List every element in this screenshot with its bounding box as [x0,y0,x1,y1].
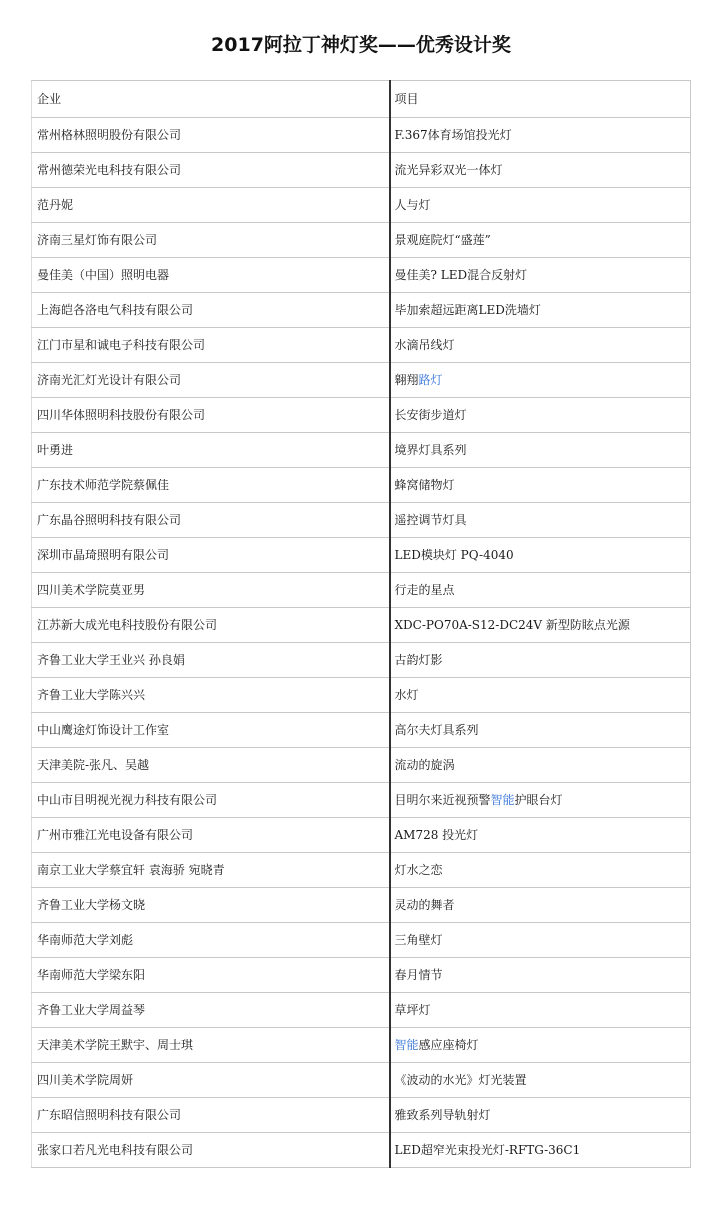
project-cell: 长安街步道灯 [390,398,691,433]
project-cell: 人与灯 [390,188,691,223]
table-row [32,328,691,363]
project-cell: 草坪灯 [390,993,691,1028]
company-cell: 曼佳美（中国）照明电器 [32,258,390,293]
company-cell: 常州德荣光电科技有限公司 [32,153,390,188]
table-row [32,1028,691,1063]
company-cell: 江门市星和诚电子科技有限公司 [32,328,390,363]
page-title: 2017阿拉丁神灯奖——优秀设计奖 [211,34,511,56]
company-cell: 四川美术学院莫亚男 [32,573,390,608]
company-cell: 中山市目明视光视力科技有限公司 [32,783,390,818]
company-cell: 叶勇进 [32,433,390,468]
project-cell: XDC-PO70A-S12-DC24V 新型防眩点光源 [390,608,691,643]
company-cell: 四川华体照明科技股份有限公司 [32,398,390,433]
table-row [32,1063,691,1098]
project-text: 翱翔 [394,373,419,387]
project-cell: 三角壁灯 [390,923,691,958]
company-cell: 广州市雅江光电设备有限公司 [32,818,390,853]
project-cell: 流动的旋涡 [390,748,691,783]
company-cell: 范丹妮 [32,188,390,223]
project-cell: 遥控调节灯具 [390,503,691,538]
company-cell: 常州格林照明股份有限公司 [32,118,390,153]
table-row [32,1133,691,1168]
company-cell: 中山鹰途灯饰设计工作室 [32,713,390,748]
table-row [32,958,691,993]
project-text: 目明尔来近视预警 [394,793,491,807]
company-cell: 深圳市晶琦照明有限公司 [32,538,390,573]
project-cell: 境界灯具系列 [390,433,691,468]
company-cell: 齐鲁工业大学王业兴 孙良娟 [32,643,390,678]
project-text: 感应座椅灯 [418,1038,479,1052]
project-cell: 雅致系列导轨射灯 [390,1098,691,1133]
project-cell: 灯水之恋 [390,853,691,888]
table-row [32,783,691,818]
company-cell: 齐鲁工业大学杨文晓 [32,888,390,923]
awards-table [31,80,691,1168]
project-text: 护眼台灯 [514,793,563,807]
table-row [32,888,691,923]
project-cell: AM728 投光灯 [390,818,691,853]
company-cell: 张家口若凡光电科技有限公司 [32,1133,390,1168]
table-row [32,363,691,398]
company-cell: 广东技术师范学院蔡佩佳 [32,468,390,503]
company-cell: 齐鲁工业大学陈兴兴 [32,678,390,713]
company-cell: 江苏新大成光电科技股份有限公司 [32,608,390,643]
project-cell: 《波动的水光》灯光装置 [390,1063,691,1098]
table-row [32,923,691,958]
table-row [32,853,691,888]
project-cell: 蜂窝储物灯 [390,468,691,503]
company-cell: 上海皑各洛电气科技有限公司 [32,293,390,328]
table-row [32,188,691,223]
header-project: 项目 [390,81,691,118]
company-cell: 华南师范大学梁东阳 [32,958,390,993]
project-cell: 曼佳美? LED混合反射灯 [390,258,691,293]
project-cell: 行走的星点 [390,573,691,608]
table-row [32,538,691,573]
table-row [32,608,691,643]
company-cell: 广东昭信照明科技有限公司 [32,1098,390,1133]
project-cell [390,1028,691,1063]
table-row [32,433,691,468]
project-cell: 高尔夫灯具系列 [390,713,691,748]
project-cell: 灵动的舞者 [390,888,691,923]
table-row [32,818,691,853]
table-row [32,993,691,1028]
table-row [32,678,691,713]
keyword-link[interactable]: 路灯 [418,373,443,387]
project-cell: 毕加索超远距离LED洗墙灯 [390,293,691,328]
project-cell: 古韵灯影 [390,643,691,678]
table-row [32,573,691,608]
table-row [32,503,691,538]
company-cell: 济南光汇灯光设计有限公司 [32,363,390,398]
project-cell: 流光异彩双光一体灯 [390,153,691,188]
table-row [32,1098,691,1133]
project-cell [390,363,691,398]
company-cell: 济南三星灯饰有限公司 [32,223,390,258]
company-cell: 天津美院-张凡、吴越 [32,748,390,783]
table-header-row [32,81,691,118]
header-company: 企业 [32,81,390,118]
table-row [32,643,691,678]
company-cell: 南京工业大学蔡宜轩 袁海骄 宛晓青 [32,853,390,888]
project-cell: LED模块灯 PQ-4040 [390,538,691,573]
table-row [32,258,691,293]
project-cell [390,783,691,818]
project-cell: 春月情节 [390,958,691,993]
company-cell: 广东晶谷照明科技有限公司 [32,503,390,538]
company-cell: 天津美术学院王默宇、周士琪 [32,1028,390,1063]
project-cell: F.367体育场馆投光灯 [390,118,691,153]
table-row [32,748,691,783]
project-cell: LED超窄光束投光灯-RFTG-36C1 [390,1133,691,1168]
awards-table-body [32,81,691,1168]
keyword-link[interactable]: 智能 [394,1038,419,1052]
table-row [32,713,691,748]
table-row [32,293,691,328]
company-cell: 华南师范大学刘彪 [32,923,390,958]
project-cell: 水灯 [390,678,691,713]
table-row [32,468,691,503]
company-cell: 齐鲁工业大学周益琴 [32,993,390,1028]
company-cell: 四川美术学院周妍 [32,1063,390,1098]
keyword-link[interactable]: 智能 [490,793,515,807]
project-cell: 水滴吊线灯 [390,328,691,363]
project-cell: 景观庭院灯“盛莲” [390,223,691,258]
table-row [32,398,691,433]
table-row [32,118,691,153]
table-row [32,223,691,258]
table-row [32,153,691,188]
